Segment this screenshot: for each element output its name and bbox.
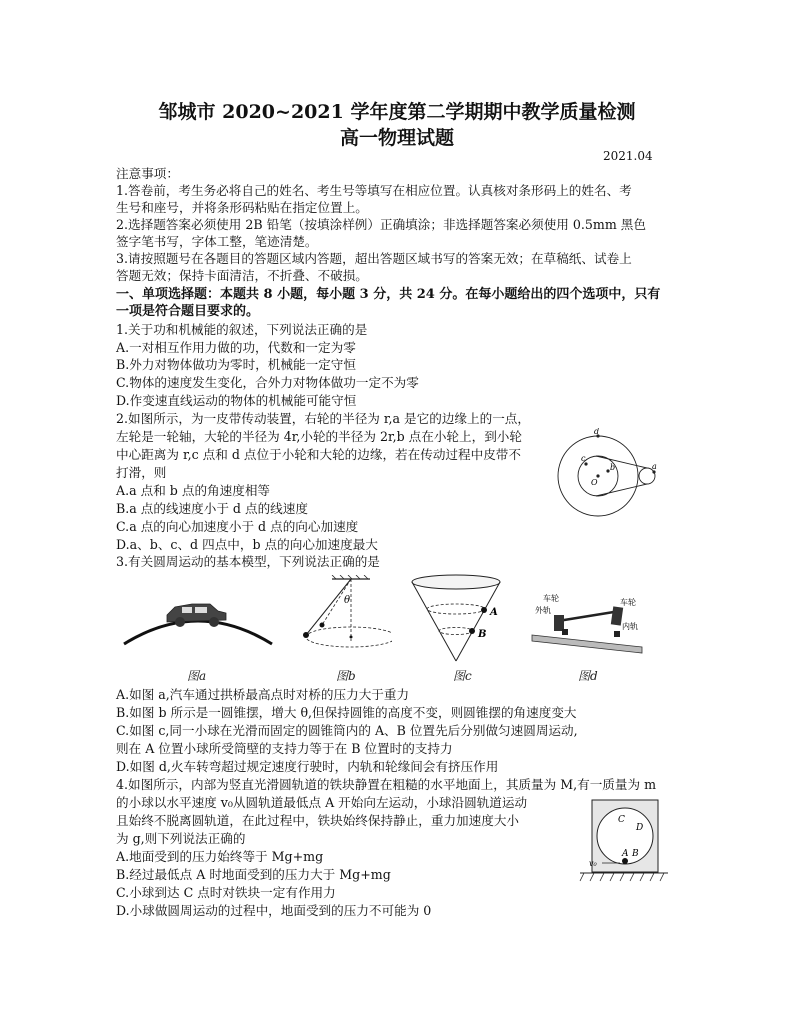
figure-c-caption: 图c: [453, 669, 472, 683]
figure-b-caption: 图b: [336, 669, 356, 683]
point-b-label: B: [478, 629, 487, 640]
question-3-stem: 3.有关圆周运动的基本模型，下列说法正确的是: [116, 554, 380, 569]
notice-heading: 注意事项：: [116, 166, 179, 181]
notice-line: 2.选择题答案必须使用 2B 铅笔（按填涂样例）正确填涂；非选择题答案必须使用 0.5mm 黑色: [116, 217, 646, 232]
question-2-stem: 打滑，则: [116, 465, 167, 480]
section-heading: 一、单项选择题：本题共 8 小题，每小题 3 分，共 24 分。在每小题给出的四个选项中，只有: [116, 287, 661, 302]
question-2-option: D.a、b、c、d 四点中，b 点的向心加速度最大: [116, 537, 378, 552]
question-1-option: B.外力对物体做功为零时，机械能一定守恒: [116, 357, 356, 372]
question-2-option: A.a 点和 b 点的角速度相等: [116, 483, 271, 498]
question-3-option: C.如图 c,同一小球在光滑而固定的圆锥筒内的 A、B 位置先后分别做匀速圆周运动,: [116, 723, 578, 738]
question-4-stem: 且始终不脱离圆轨道，在此过程中，铁块始终保持静止，重力加速度大小: [116, 813, 519, 828]
outer-rail-label: 外轨: [535, 606, 551, 615]
point-a-label: A: [622, 849, 629, 859]
conical-pendulum-figure: [292, 575, 392, 655]
question-4-option: B.经过最低点 A 时地面受到的压力大于 Mg+mg: [116, 867, 391, 882]
point-a-label: A: [490, 607, 498, 618]
point-b-label: b: [610, 463, 616, 472]
section-heading: 一项是符合题目要求的。: [116, 304, 260, 319]
notice-line: 答题无效；保持卡面清洁，不折叠、不破损。: [116, 268, 368, 283]
notice-line: 1.答卷前，考生务必将自己的姓名、考生号等填写在相应位置。认真核对条形码上的姓名、考: [116, 183, 632, 198]
figure-a-caption: 图a: [187, 669, 207, 683]
question-4-stem: 为 g,则下列说法正确的: [116, 831, 246, 846]
theta-label: θ: [344, 595, 351, 606]
notice-line: 签字笔书写，字体工整，笔迹清楚。: [116, 234, 318, 249]
question-4-option: C.小球到达 C 点时对铁块一定有作用力: [116, 885, 336, 900]
question-2-option: B.a 点的线速度小于 d 点的线速度: [116, 501, 308, 516]
point-b-label: B: [632, 849, 639, 859]
question-4-option: A.地面受到的压力始终等于 Mg+mg: [116, 849, 324, 864]
notice-line: 生号和座号，并将条形码粘贴在指定位置上。: [116, 200, 368, 215]
question-3-option: A.如图 a,汽车通过拱桥最高点时对桥的压力大于重力: [116, 687, 410, 702]
point-d-label: d: [594, 428, 600, 436]
question-3-option: B.如图 b 所示是一圆锥摆，增大 θ,但保持圆锥的高度不变，则圆锥摆的角速度变大: [116, 705, 577, 720]
question-3-option: D.如图 d,火车转弯超过规定速度行驶时，内轨和轮缘间会有挤压作用: [116, 759, 499, 774]
question-4-stem: 4.如图所示，内部为竖直光滑圆轨道的铁块静置在粗糙的水平地面上，其质量为 M,有一质量为 m: [116, 777, 657, 792]
wheel-label: 车轮: [543, 594, 559, 603]
iron-block-track-figure: [578, 796, 670, 888]
cone-funnel-figure: [404, 573, 508, 663]
question-2-stem: 中心距离为 r,c 点和 d 点位于小轮和大轮的边缘，若在传动过程中皮带不: [116, 447, 521, 462]
figure-d-caption: 图d: [578, 669, 598, 683]
question-4-option: D.小球做圆周运动的过程中，地面受到的压力不可能为 0: [116, 903, 432, 918]
question-2-option: C.a 点的向心加速度小于 d 点的向心加速度: [116, 519, 359, 534]
question-2-stem: 2.如图所示，为一皮带传动装置，右轮的半径为 r,a 是它的边缘上的一点，: [116, 411, 530, 426]
question-1-stem: 1.关于功和机械能的叙述，下列说法正确的是: [116, 322, 368, 337]
point-c-label: C: [618, 815, 625, 825]
center-o-label: O: [591, 478, 598, 487]
question-1-option: C.物体的速度发生变化，合外力对物体做功一定不为零: [116, 375, 419, 390]
v0-label: v₀: [589, 859, 597, 868]
question-1-option: A.一对相互作用力做的功，代数和一定为零: [116, 340, 356, 355]
question-4-stem: 的小球以水平速度 v₀从圆轨道最低点 A 开始向左运动，小球沿圆轨道运动: [116, 795, 528, 810]
belt-drive-figure: [550, 428, 660, 524]
question-2-stem: 左轮是一轮轴，大轮的半径为 4r,小轮的半径为 2r,b 点在小轮上，到小轮: [116, 429, 522, 444]
exam-subtitle: 高一物理试题: [339, 127, 454, 149]
question-3-option: 则在 A 位置小球所受筒壁的支持力等于在 B 位置时的支持力: [116, 741, 453, 756]
point-c-label: c: [581, 454, 586, 463]
inner-rail-label: 内轨: [622, 622, 638, 631]
point-d-label: D: [636, 823, 644, 833]
exam-title: 邹城市 2020~2021 学年度第二学期期中教学质量检测: [158, 101, 636, 123]
point-a-label: a: [652, 462, 657, 471]
wheel-label: 车轮: [620, 598, 636, 607]
notice-line: 3.请按照题号在各题目的答题区域内答题，超出答题区域书写的答案无效；在草稿纸、试卷上: [116, 251, 632, 266]
arch-bridge-figure: [120, 580, 276, 646]
railway-curve-figure: [524, 585, 650, 655]
question-1-option: D.作变速直线运动的物体的机械能可能守恒: [116, 393, 357, 408]
exam-date: 2021.04: [603, 149, 653, 163]
